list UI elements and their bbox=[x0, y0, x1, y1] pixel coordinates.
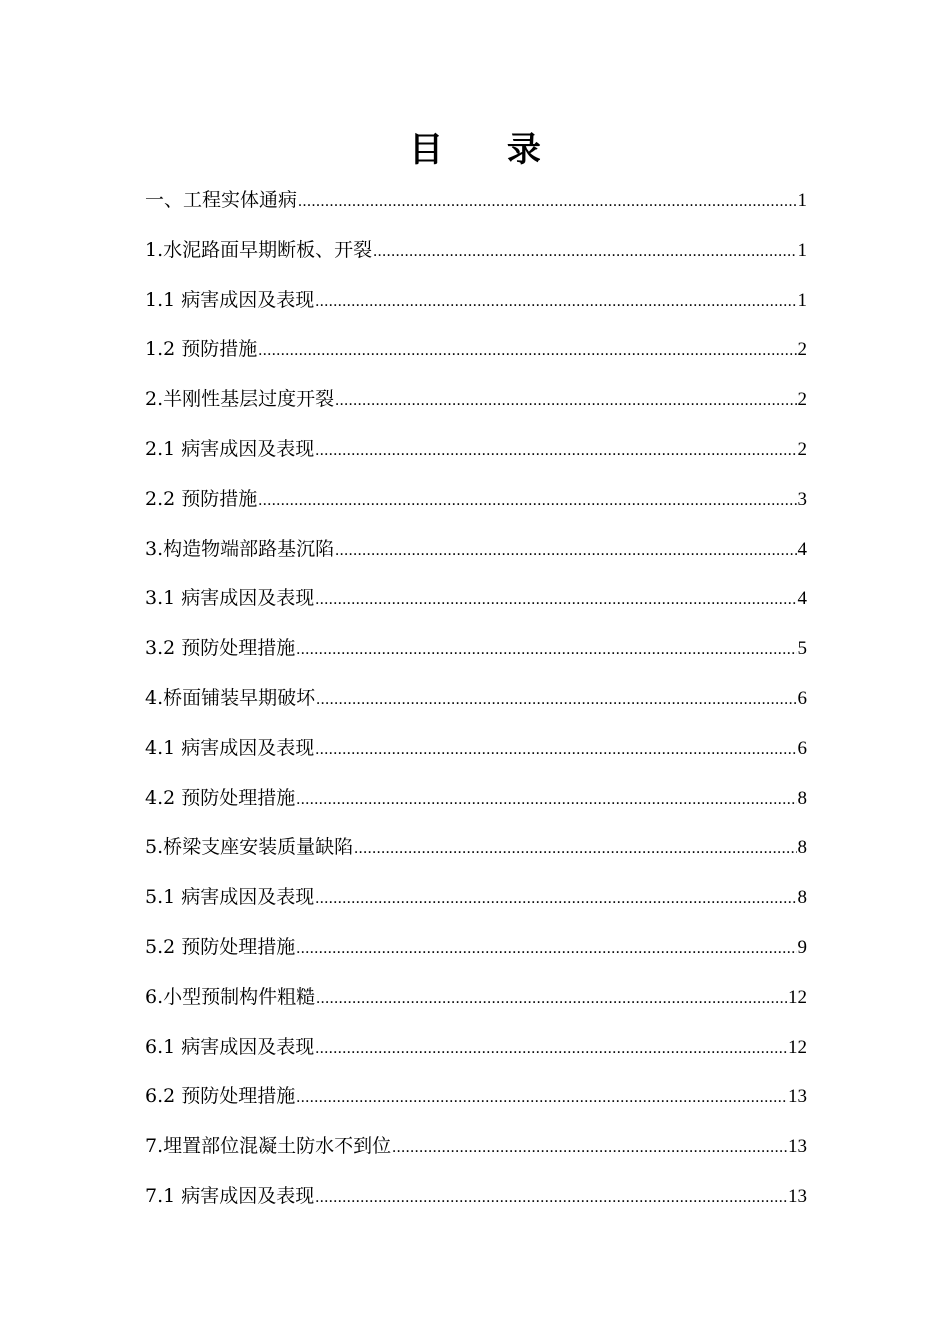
toc-entry-label: 5.1 病害成因及表现 bbox=[145, 886, 315, 909]
toc-entry-label: 4.桥面铺装早期破坏 bbox=[145, 686, 316, 709]
toc-page-number: 8 bbox=[797, 787, 807, 809]
toc-page-number: 2 bbox=[797, 438, 807, 460]
toc-leader-dots bbox=[296, 783, 796, 817]
toc-entry-label: 6.小型预制构件粗糙 bbox=[145, 985, 316, 1008]
toc-page-number: 4 bbox=[797, 588, 807, 610]
toc-entry-label: 3.构造物端部路基沉陷 bbox=[145, 537, 335, 560]
toc-page-number: 8 bbox=[797, 887, 807, 909]
toc-page-number: 6 bbox=[797, 687, 807, 709]
toc-leader-dots bbox=[316, 982, 787, 1016]
toc-leader-dots bbox=[315, 583, 796, 617]
toc-leader-dots bbox=[354, 832, 796, 866]
toc-entry[interactable] bbox=[145, 1179, 807, 1229]
toc-entry[interactable] bbox=[145, 731, 807, 781]
toc-leader-dots bbox=[315, 285, 796, 319]
toc-leader-dots bbox=[296, 932, 796, 966]
toc-page-number: 5 bbox=[797, 638, 807, 660]
toc-entry-label: 2.半刚性基层过度开裂 bbox=[145, 388, 335, 411]
toc-leader-dots bbox=[315, 434, 796, 468]
toc-entry-label: 2.1 病害成因及表现 bbox=[145, 437, 315, 460]
toc-entry-label: 5.2 预防处理措施 bbox=[145, 935, 296, 958]
toc-entry[interactable] bbox=[145, 980, 807, 1030]
toc-page-number: 13 bbox=[788, 1086, 807, 1108]
toc-leader-dots bbox=[335, 534, 796, 568]
toc-entry[interactable] bbox=[145, 482, 807, 532]
toc-leader-dots bbox=[315, 1032, 787, 1066]
toc-entry-label: 6.1 病害成因及表现 bbox=[145, 1035, 315, 1058]
toc-entry[interactable] bbox=[145, 432, 807, 482]
toc-entry-label: 5.桥梁支座安装质量缺陷 bbox=[145, 836, 354, 859]
toc-page-number: 12 bbox=[788, 986, 807, 1008]
toc-entry[interactable] bbox=[145, 830, 807, 880]
page-title: 目 录 bbox=[409, 130, 567, 170]
toc-entry[interactable] bbox=[145, 1079, 807, 1129]
toc-entry[interactable] bbox=[145, 1129, 807, 1179]
toc-leader-dots bbox=[373, 235, 796, 269]
toc-entry[interactable] bbox=[145, 681, 807, 731]
toc-entry[interactable] bbox=[145, 781, 807, 831]
toc-page-number: 12 bbox=[788, 1036, 807, 1058]
toc-entry-label: 3.2 预防处理措施 bbox=[145, 637, 296, 660]
toc-entry-label: 2.2 预防措施 bbox=[145, 487, 258, 510]
toc-page-number: 6 bbox=[797, 737, 807, 759]
toc-entry[interactable] bbox=[145, 880, 807, 930]
toc-entry[interactable] bbox=[145, 930, 807, 980]
toc-entry[interactable] bbox=[145, 283, 807, 333]
toc-leader-dots bbox=[296, 633, 796, 667]
table-of-contents bbox=[145, 183, 807, 1229]
toc-leader-dots bbox=[315, 1181, 787, 1215]
toc-page-number: 9 bbox=[797, 936, 807, 958]
toc-entry[interactable] bbox=[145, 1030, 807, 1080]
toc-leader-dots bbox=[296, 1081, 787, 1115]
toc-leader-dots bbox=[315, 882, 796, 916]
toc-entry-label: 6.2 预防处理措施 bbox=[145, 1085, 296, 1108]
toc-leader-dots bbox=[258, 484, 796, 518]
toc-entry[interactable] bbox=[145, 332, 807, 382]
toc-page-number: 2 bbox=[797, 339, 807, 361]
toc-entry-label: 1.2 预防措施 bbox=[145, 338, 258, 361]
toc-leader-dots bbox=[298, 185, 796, 219]
toc-entry-label: 1.水泥路面早期断板、开裂 bbox=[145, 238, 373, 261]
toc-entry-label: 7.埋置部位混凝土防水不到位 bbox=[145, 1135, 392, 1158]
toc-entry-label: 4.2 预防处理措施 bbox=[145, 786, 296, 809]
toc-leader-dots bbox=[316, 683, 796, 717]
toc-entry[interactable] bbox=[145, 183, 807, 233]
toc-entry-label: 1.1 病害成因及表现 bbox=[145, 288, 315, 311]
toc-entry-label: 4.1 病害成因及表现 bbox=[145, 736, 315, 759]
toc-leader-dots bbox=[315, 733, 796, 767]
toc-page-number: 1 bbox=[797, 190, 807, 211]
toc-page-number: 1 bbox=[797, 289, 807, 311]
toc-leader-dots bbox=[392, 1131, 787, 1165]
toc-entry-label: 3.1 病害成因及表现 bbox=[145, 587, 315, 610]
toc-entry[interactable] bbox=[145, 382, 807, 432]
toc-page-number: 3 bbox=[797, 488, 807, 510]
toc-page-number: 4 bbox=[797, 538, 807, 560]
toc-leader-dots bbox=[335, 384, 796, 418]
toc-leader-dots bbox=[258, 334, 796, 368]
toc-entry[interactable] bbox=[145, 233, 807, 283]
toc-entry[interactable] bbox=[145, 532, 807, 582]
toc-page-number: 13 bbox=[788, 1185, 807, 1207]
toc-entry-label: 一、工程实体通病 bbox=[145, 189, 298, 211]
toc-page-number: 2 bbox=[797, 389, 807, 411]
toc-page-number: 13 bbox=[788, 1136, 807, 1158]
toc-page-number: 8 bbox=[797, 837, 807, 859]
toc-entry-label: 7.1 病害成因及表现 bbox=[145, 1184, 315, 1207]
toc-entry[interactable] bbox=[145, 581, 807, 631]
toc-entry[interactable] bbox=[145, 631, 807, 681]
toc-page-number: 1 bbox=[797, 239, 807, 261]
